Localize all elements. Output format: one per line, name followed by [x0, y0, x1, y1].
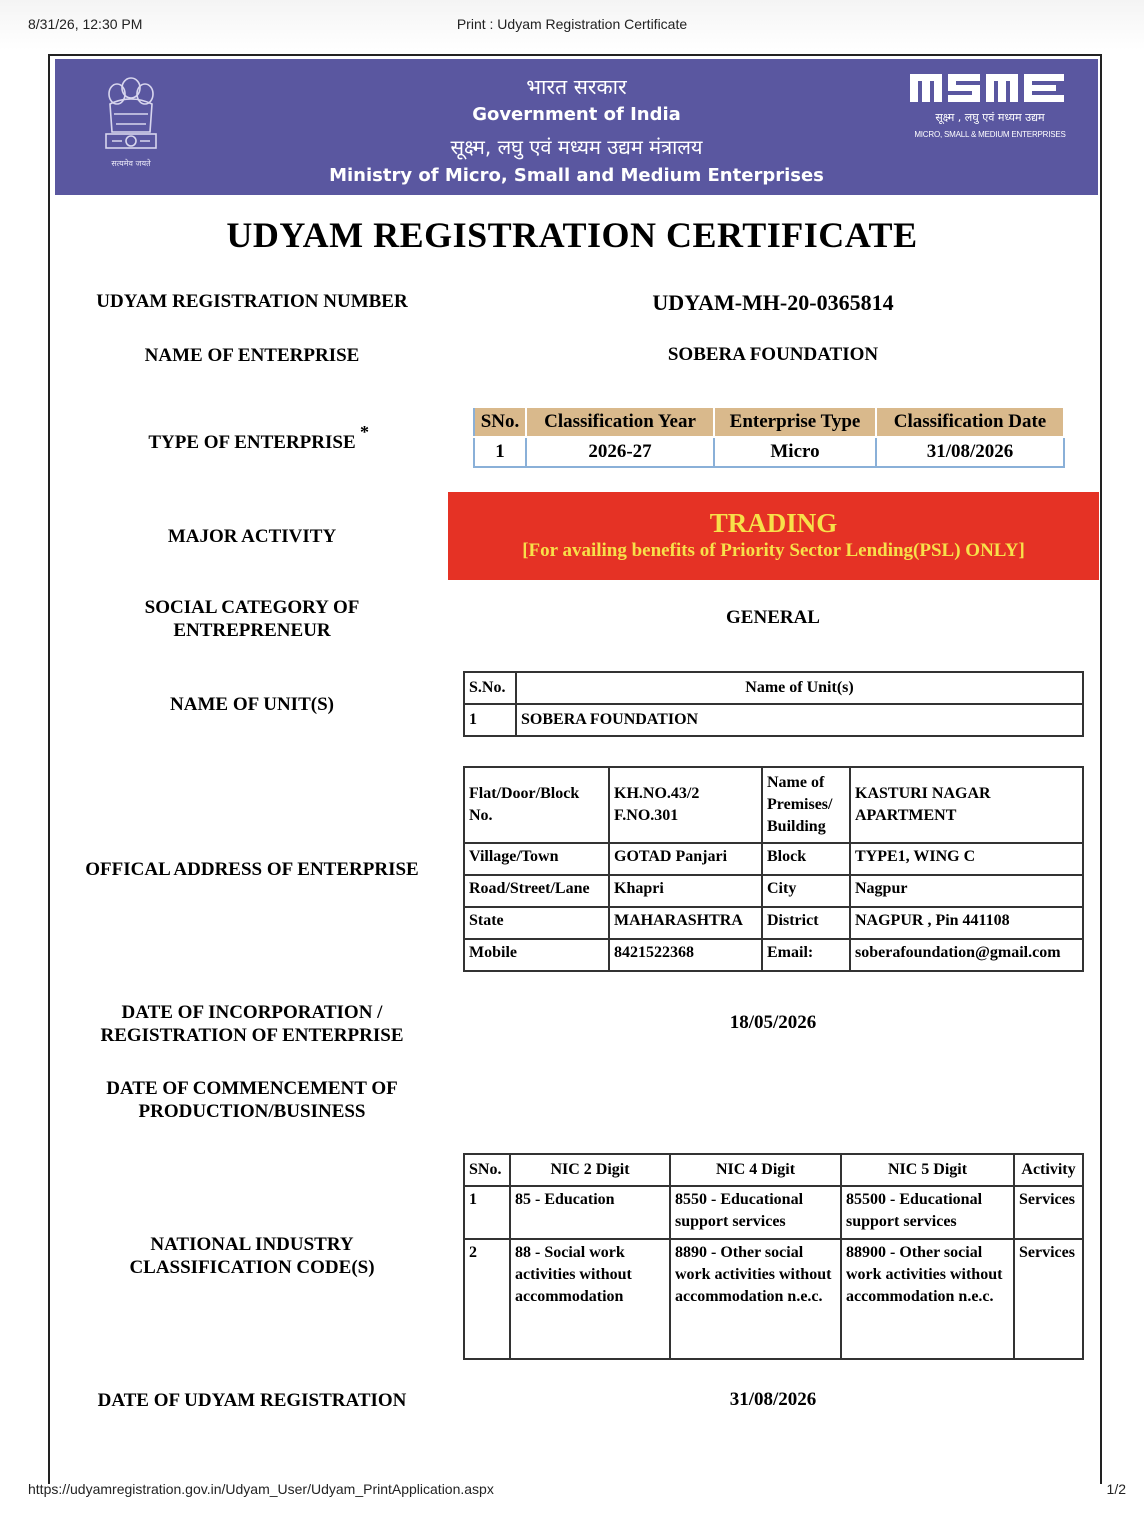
addr-state-label: State — [464, 907, 609, 939]
addr-premises-value: KASTURI NAGAR APARTMENT — [850, 767, 1083, 843]
major-activity-note: [For availing benefits of Priority Sector Lending(PSL) ONLY] — [522, 540, 1025, 561]
type-of-enterprise-label: TYPE OF ENTERPRISE — [148, 432, 356, 453]
addr-flat-value: KH.NO.43/2 F.NO.301 — [609, 767, 762, 843]
incorporation-label — [60, 1001, 444, 1047]
social-category-label-line2: ENTREPRENEUR — [173, 620, 331, 641]
units-table — [463, 671, 1084, 737]
nic-th-4digit: NIC 4 Digit — [670, 1154, 841, 1186]
type-of-enterprise-asterisk: * — [360, 422, 369, 442]
enterprise-name-value: SOBERA FOUNDATION — [667, 344, 879, 365]
addr-village-label: Village/Town — [464, 843, 609, 875]
address-label: OFFICAL ADDRESS OF ENTERPRISE — [85, 859, 419, 880]
addr-city-label: City — [762, 875, 850, 907]
nic-r1-5digit: 85500 - Educational support services — [841, 1186, 1014, 1239]
udyam-date-value: 31/08/2026 — [729, 1389, 817, 1410]
print-footer-page: 1/2 — [1106, 1481, 1126, 1497]
reg-number-label: UDYAM REGISTRATION NUMBER — [96, 291, 408, 312]
enterprise-name-label: NAME OF ENTERPRISE — [144, 345, 360, 366]
address-table — [463, 766, 1084, 972]
social-category-label — [60, 596, 444, 642]
incorporation-label-line1: DATE OF INCORPORATION / — [121, 1002, 383, 1023]
certificate-title: UDYAM REGISTRATION CERTIFICATE — [226, 215, 918, 255]
units-td-name: SOBERA FOUNDATION — [516, 704, 1083, 736]
nic-label-line1: NATIONAL INDUSTRY — [150, 1234, 354, 1255]
nic-label — [60, 1233, 444, 1279]
addr-village-value: GOTAD Panjari — [609, 843, 762, 875]
commencement-label — [60, 1077, 444, 1123]
addr-mobile-label: Mobile — [464, 939, 609, 971]
banner-government-of-india: Government of India — [472, 104, 681, 125]
print-footer-url: https://udyamregistration.gov.in/Udyam_User/Udyam_PrintApplication.aspx — [28, 1481, 494, 1497]
addr-road-value: Khapri — [609, 875, 762, 907]
addr-city-value: Nagpur — [850, 875, 1083, 907]
units-th-name: Name of Unit(s) — [516, 672, 1083, 704]
addr-block-value: TYPE1, WING C — [850, 843, 1083, 875]
print-datetime: 8/31/26, 12:30 PM — [28, 16, 143, 32]
banner-ministry-hindi: सूक्ष्म, लघु एवं मध्यम उद्यम मंत्रालय — [450, 135, 703, 159]
banner-ministry-name: Ministry of Micro, Small and Medium Enterprises — [329, 165, 824, 186]
addr-flat-label: Flat/Door/Block No. — [464, 767, 609, 843]
major-activity-value: TRADING — [709, 508, 838, 538]
nic-table — [463, 1153, 1084, 1360]
type-of-enterprise-table — [473, 406, 1065, 468]
addr-email-value: soberafoundation@gmail.com — [850, 939, 1083, 971]
msme-tagline: MICRO, SMALL & MEDIUM ENTERPRISES — [914, 130, 1066, 139]
nic-r2-5digit: 88900 - Other social work activities without accommodation n.e.c. — [841, 1239, 1014, 1359]
nic-r1-sno: 1 — [464, 1186, 510, 1239]
reg-number-value: UDYAM-MH-20-0365814 — [652, 290, 894, 315]
major-activity-label: MAJOR ACTIVITY — [167, 526, 337, 547]
nic-r1-activity: Services — [1014, 1186, 1083, 1239]
commencement-label-line1: DATE OF COMMENCEMENT OF — [106, 1078, 398, 1099]
incorporation-label-line2: REGISTRATION OF ENTERPRISE — [100, 1025, 404, 1046]
units-th-sno: S.No. — [464, 672, 516, 704]
commencement-label-line2: PRODUCTION/BUSINESS — [138, 1101, 366, 1122]
nic-r2-sno: 2 — [464, 1239, 510, 1359]
type-th-enterprise-type: Enterprise Type — [714, 407, 876, 437]
addr-road-label: Road/Street/Lane — [464, 875, 609, 907]
social-category-value: GENERAL — [726, 607, 820, 628]
msme-wordmark-icon — [908, 70, 1072, 106]
msme-logo — [908, 70, 1072, 148]
type-td-year: 2026-27 — [526, 437, 714, 467]
national-emblem-icon — [100, 74, 162, 174]
udyam-date-label: DATE OF UDYAM REGISTRATION — [97, 1390, 407, 1411]
nic-r2-2digit: 88 - Social work activities without accommodation — [510, 1239, 670, 1359]
msme-hindi-tagline: सूक्ष्म , लघु एवं मध्यम उद्यम — [935, 111, 1045, 124]
addr-mobile-value: 8421522368 — [609, 939, 762, 971]
type-td-date: 31/08/2026 — [876, 437, 1064, 467]
emblem-motto: सत्यमेव जयते — [111, 159, 151, 168]
addr-state-value: MAHARASHTRA — [609, 907, 762, 939]
nic-th-5digit: NIC 5 Digit — [841, 1154, 1014, 1186]
major-activity-box — [448, 492, 1099, 580]
nic-r1-4digit: 8550 - Educational support services — [670, 1186, 841, 1239]
nic-th-2digit: NIC 2 Digit — [510, 1154, 670, 1186]
social-category-label-line1: SOCIAL CATEGORY OF — [144, 597, 360, 618]
nic-label-line2: CLASSIFICATION CODE(S) — [129, 1257, 375, 1278]
nic-r1-2digit: 85 - Education — [510, 1186, 670, 1239]
incorporation-date: 18/05/2026 — [729, 1012, 817, 1033]
nic-r2-activity: Services — [1014, 1239, 1083, 1359]
type-th-date: Classification Date — [876, 407, 1064, 437]
addr-district-value: NAGPUR , Pin 441108 — [850, 907, 1083, 939]
addr-district-label: District — [762, 907, 850, 939]
print-page-title: Print : Udyam Registration Certificate — [456, 16, 688, 32]
type-td-sno: 1 — [474, 437, 526, 467]
addr-premises-label: Name of Premises/ Building — [762, 767, 850, 843]
addr-block-label: Block — [762, 843, 850, 875]
nic-r2-4digit: 8890 - Other social work activities without accommodation n.e.c. — [670, 1239, 841, 1359]
addr-email-label: Email: — [762, 939, 850, 971]
banner-bharat-sarkar: भारत सरकार — [526, 75, 627, 99]
nic-th-activity: Activity — [1014, 1154, 1083, 1186]
nic-th-sno: SNo. — [464, 1154, 510, 1186]
units-label: NAME OF UNIT(S) — [170, 694, 334, 715]
units-td-sno: 1 — [464, 704, 516, 736]
type-th-year: Classification Year — [526, 407, 714, 437]
type-th-sno: SNo. — [474, 407, 526, 437]
type-td-enterprise-type: Micro — [714, 437, 876, 467]
